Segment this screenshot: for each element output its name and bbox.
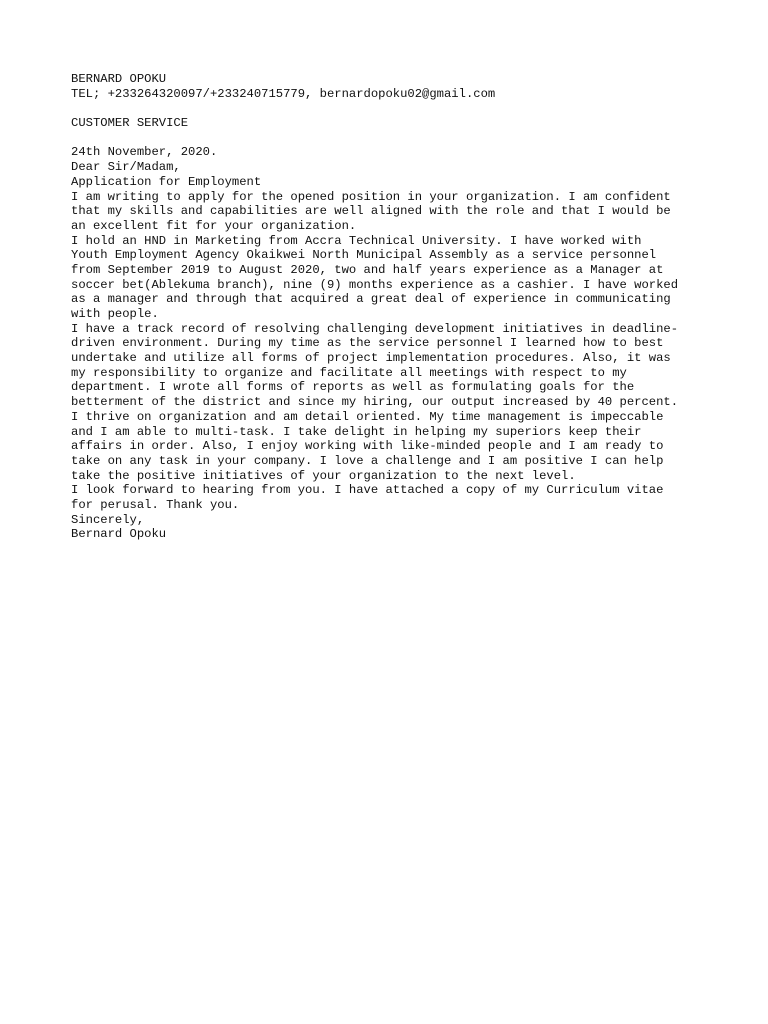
body-line: with people.	[71, 307, 159, 321]
closing: Sincerely,	[71, 512, 145, 527]
letter-subject: Application for Employment	[71, 174, 262, 189]
body-line: take the positive initiatives of your organization to the next level.	[71, 468, 576, 483]
body-line: Youth Employment Agency Okaikwei North Municipal Assembly as a service personnel	[71, 248, 657, 263]
spacer	[71, 101, 711, 116]
body-line: soccer bet(Ablekuma branch), nine (9) months experience as a cashier. I have worked	[71, 277, 679, 292]
body-line: betterment of the district and since my hiring, our output increased by 40 percent.	[71, 395, 679, 410]
body-line: department. I wrote all forms of reports as well as formulating goals for the	[71, 380, 635, 395]
body-line: I hold an HND in Marketing from Accra Technical University. I have worked with	[71, 233, 642, 248]
body-line: I am writing to apply for the opened position in your organization. I am confident	[71, 189, 671, 204]
position-title: CUSTOMER SERVICE	[71, 116, 189, 131]
salutation: Dear Sir/Madam,	[71, 160, 181, 175]
body-line: an excellent fit for your organization.	[71, 218, 357, 233]
body-line: I thrive on organization and am detail oriented. My time management is impeccable	[71, 409, 664, 424]
cover-letter-page	[71, 72, 711, 542]
body-line: and I am able to multi-task. I take delight in helping my superiors keep their	[71, 424, 642, 439]
letter-date: 24th November, 2020.	[71, 145, 218, 160]
body-line: I have a track record of resolving challenging development initiatives in deadline-	[71, 321, 679, 336]
body-line: for perusal. Thank you.	[71, 497, 240, 512]
body-line: take on any task in your company. I love a challenge and I am positive I can help	[71, 453, 664, 468]
sender-name: BERNARD OPOKU	[71, 72, 167, 86]
body-line: my responsibility to organize and facilitate all meetings with respect to my	[71, 365, 627, 380]
sender-contact: TEL; +233264320097/+233240715779, bernardopoku02@gmail.com	[71, 86, 496, 101]
body-line: driven environment. During my time as the service personnel I learned how to best	[71, 336, 664, 351]
body-line: as a manager and through that acquired a great deal of experience in communicating	[71, 292, 671, 307]
body-line: that my skills and capabilities are well aligned with the role and that I would be	[71, 204, 671, 219]
signature-name: Bernard Opoku	[71, 527, 167, 542]
body-line: from September 2019 to August 2020, two and half years experience as a Manager at	[71, 262, 664, 277]
spacer	[71, 131, 711, 146]
body-line: I look forward to hearing from you. I have attached a copy of my Curriculum vitae	[71, 483, 664, 498]
body-line: affairs in order. Also, I enjoy working with like-minded people and I am ready to	[71, 439, 664, 454]
body-line: undertake and utilize all forms of project implementation procedures. Also, it was	[71, 351, 671, 366]
